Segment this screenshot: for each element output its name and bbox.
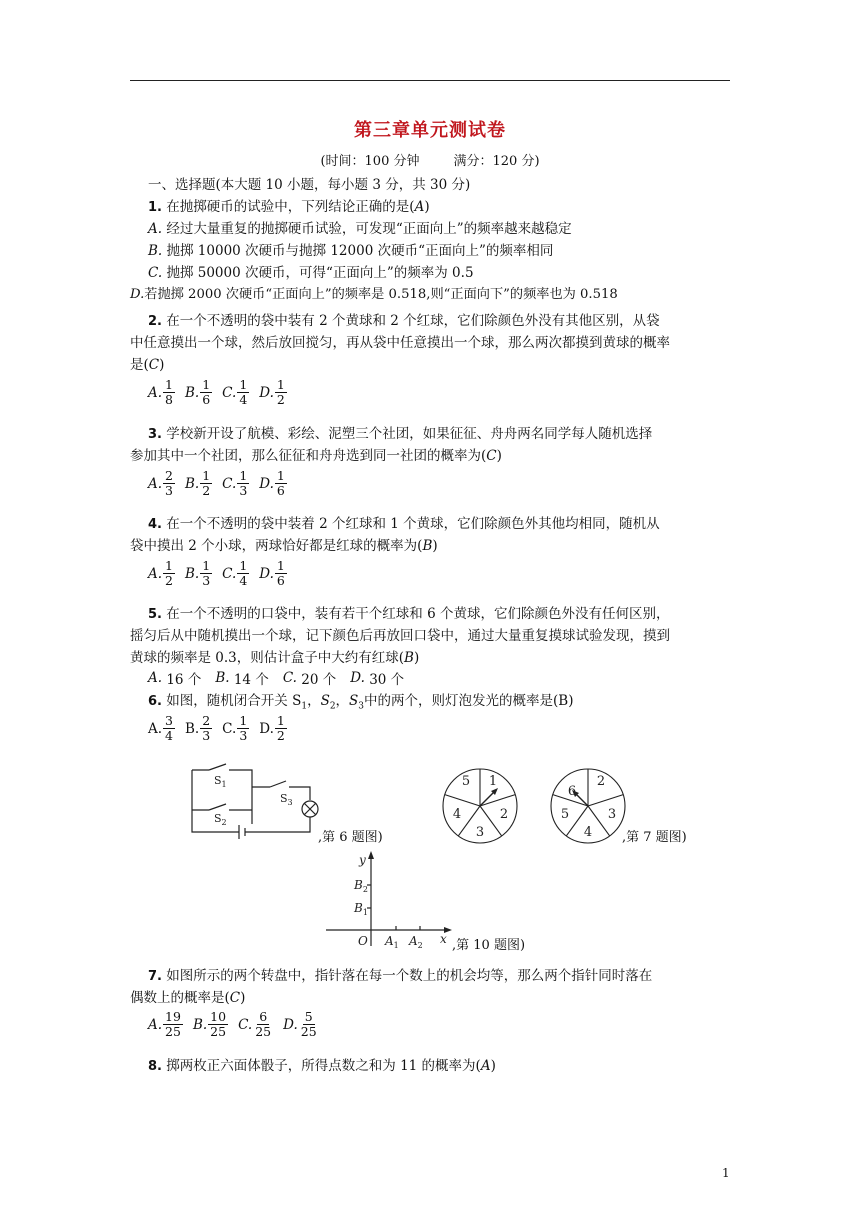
svg-text:x: x [440, 932, 447, 946]
figure-6-caption: ,第 6 题图) [318, 830, 383, 845]
svg-text:2: 2 [499, 807, 509, 822]
question-1-option-c: C. 抛掷 50000 次硬币，可得“正面向上”的频率为 0.5 [148, 265, 474, 281]
choice-a: A. $\frac{2}{3}$ [148, 468, 173, 498]
figure-10-caption: ,第 10 题图) [452, 938, 526, 953]
question-5-line-1: 5. 在一个不透明的口袋中，装有若干个红球和 6 个黄球，它们除颜色外没有任何区别， [148, 606, 670, 622]
question-3-line-2: 参加其中一个社团，那么征征和舟舟选到同一社团的概率为(C) [130, 448, 502, 464]
choice-c: C. $\frac{1}{4}$ [222, 377, 248, 407]
choice-a: A. $\frac{1}{2}$ [148, 558, 173, 588]
question-4-line-1: 4. 在一个不透明的袋中装着 2 个红球和 1 个黄球，它们除颜色外其他均相同，随机从 [148, 516, 660, 532]
question-1-option-a: A. 经过大量重复的抛掷硬币试验，可发现“正面向上”的频率越来越稳定 [148, 221, 572, 237]
svg-text:y: y [359, 853, 366, 867]
question-7-line-2: 偶数上的概率是(C) [130, 990, 246, 1006]
switch-label-1: $S_1$ [214, 774, 227, 789]
question-1-option-d: D.若抛掷 2000 次硬币“正面向上”的频率是 0.518,则“正面向下”的频率也为 0.518 [130, 287, 618, 302]
question-2-choices [148, 378, 297, 407]
choice-b: B. $\frac{1}{2}$ [185, 468, 211, 498]
answer-5: B [404, 650, 414, 666]
choice-b: B. $\frac{1}{3}$ [185, 558, 211, 588]
answer-1: A [414, 199, 425, 215]
svg-text:3: 3 [475, 825, 485, 840]
exam-time: (时间：100 分钟 [320, 154, 420, 169]
svg-text:4: 4 [583, 825, 593, 840]
svg-text:O: O [358, 934, 368, 948]
svg-text:B2: $B_2$ [354, 878, 368, 894]
circuit-diagram [184, 762, 324, 842]
answer-4: B [422, 538, 433, 554]
svg-text:B1: $B_1$ [354, 901, 368, 917]
choice-c: C. $\frac{1}{4}$ [222, 558, 248, 588]
question-6-choices: A. $\frac{3}{4}$ B. $\frac{2}{3}$ C. $\frac{1}{3}$ D. $\frac{1}{2}$ [148, 713, 285, 743]
svg-text:2: 2 [596, 774, 606, 789]
question-5-choices: A. 16 个 B. 14 个 C. 20 个 D. 30 个 [148, 670, 405, 688]
svg-text:6: 6 [567, 784, 577, 799]
svg-text:4: 4 [452, 807, 462, 822]
answer-8: A [480, 1058, 491, 1074]
question-2-line-1: 2. 在一个不透明的袋中装有 2 个黄球和 2 个红球，它们除颜色外没有其他区别，从袋 [148, 313, 660, 329]
question-1-option-b: B. 抛掷 10000 次硬币与抛掷 12000 次硬币“正面向上”的频率相同 [148, 243, 554, 259]
answer-2: C [148, 357, 160, 373]
spinner-2 [548, 766, 628, 846]
question-4-choices [148, 559, 297, 588]
svg-text:1: 1 [488, 774, 498, 789]
switch-label-2: $S_2$ [214, 812, 227, 827]
choice-d: D. $\frac{1}{6}$ [259, 468, 285, 498]
answer-3: C [486, 448, 497, 464]
choice-c: C. $\frac{1}{3}$ [222, 468, 248, 498]
page-title: 第三章单元测试卷 [354, 120, 506, 141]
choice-a: A. $\frac{1}{8}$ [148, 377, 173, 407]
choice-d: D. $\frac{1}{2}$ [259, 377, 285, 407]
question-8-stem: 8. 掷两枚正六面体骰子，所得点数之和为 11 的概率为(A) [148, 1058, 496, 1074]
question-5-line-3: 黄球的频率是 0.3，则估计盒子中大约有红球(B) [130, 650, 420, 666]
choice-b: B. $\frac{1}{6}$ [185, 377, 211, 407]
svg-text:3: 3 [607, 807, 617, 822]
question-1-stem: 1. 在抛掷硬币的试验中，下列结论正确的是(A) [148, 199, 430, 215]
answer-7: C [229, 990, 241, 1006]
figure-7-caption: ,第 7 题图) [622, 830, 687, 845]
svg-text:A2: $A_2$ [409, 934, 423, 950]
question-7-line-1: 7. 如图所示的两个转盘中，指针落在每一个数上的机会均等，那么两个指针同时落在 [148, 968, 653, 984]
svg-text:5: 5 [560, 807, 570, 822]
exam-score: 满分：120 分) [453, 154, 540, 169]
coordinate-diagram [322, 850, 458, 950]
question-4-line-2: 袋中摸出 2 个小球，两球恰好都是红球的概率为(B) [130, 538, 438, 554]
page-number: 1 [722, 1166, 730, 1180]
spinner-1 [440, 766, 520, 846]
exam-info [0, 150, 860, 169]
question-2-line-3: 是(C) [130, 357, 165, 373]
svg-text:5: 5 [461, 774, 471, 789]
header-rule [130, 80, 730, 81]
question-6-stem: 6. 如图，随机闭合开关 $S_1$，$S_2$，$S_3$中的两个，则灯泡发光的概率是(B) [148, 693, 574, 712]
question-3-line-1: 3. 学校新开设了航模、彩绘、泥塑三个社团，如果征征、舟舟两名同学每人随机选择 [148, 426, 653, 442]
question-5-line-2: 摇匀后从中随机摸出一个球，记下颜色后再放回口袋中，通过大量重复摸球试验发现，摸到 [130, 628, 670, 644]
svg-text:A1: $A_1$ [385, 934, 399, 950]
question-3-choices [148, 469, 297, 498]
switch-label-3: $S_3$ [280, 792, 293, 807]
question-7-choices: A. $\frac{19}{25}$ B. $\frac{10}{25}$ C. $\frac{6}{25}$ D. $\frac{5}{25}$ [148, 1009, 317, 1039]
question-2-line-2: 中任意摸出一个球，然后放回搅匀，再从袋中任意摸出一个球，那么两次都摸到黄球的概率 [130, 335, 670, 351]
section-heading: 一、选择题(本大题 10 小题，每小题 3 分，共 30 分) [148, 177, 471, 193]
choice-d: D. $\frac{1}{6}$ [259, 558, 285, 588]
